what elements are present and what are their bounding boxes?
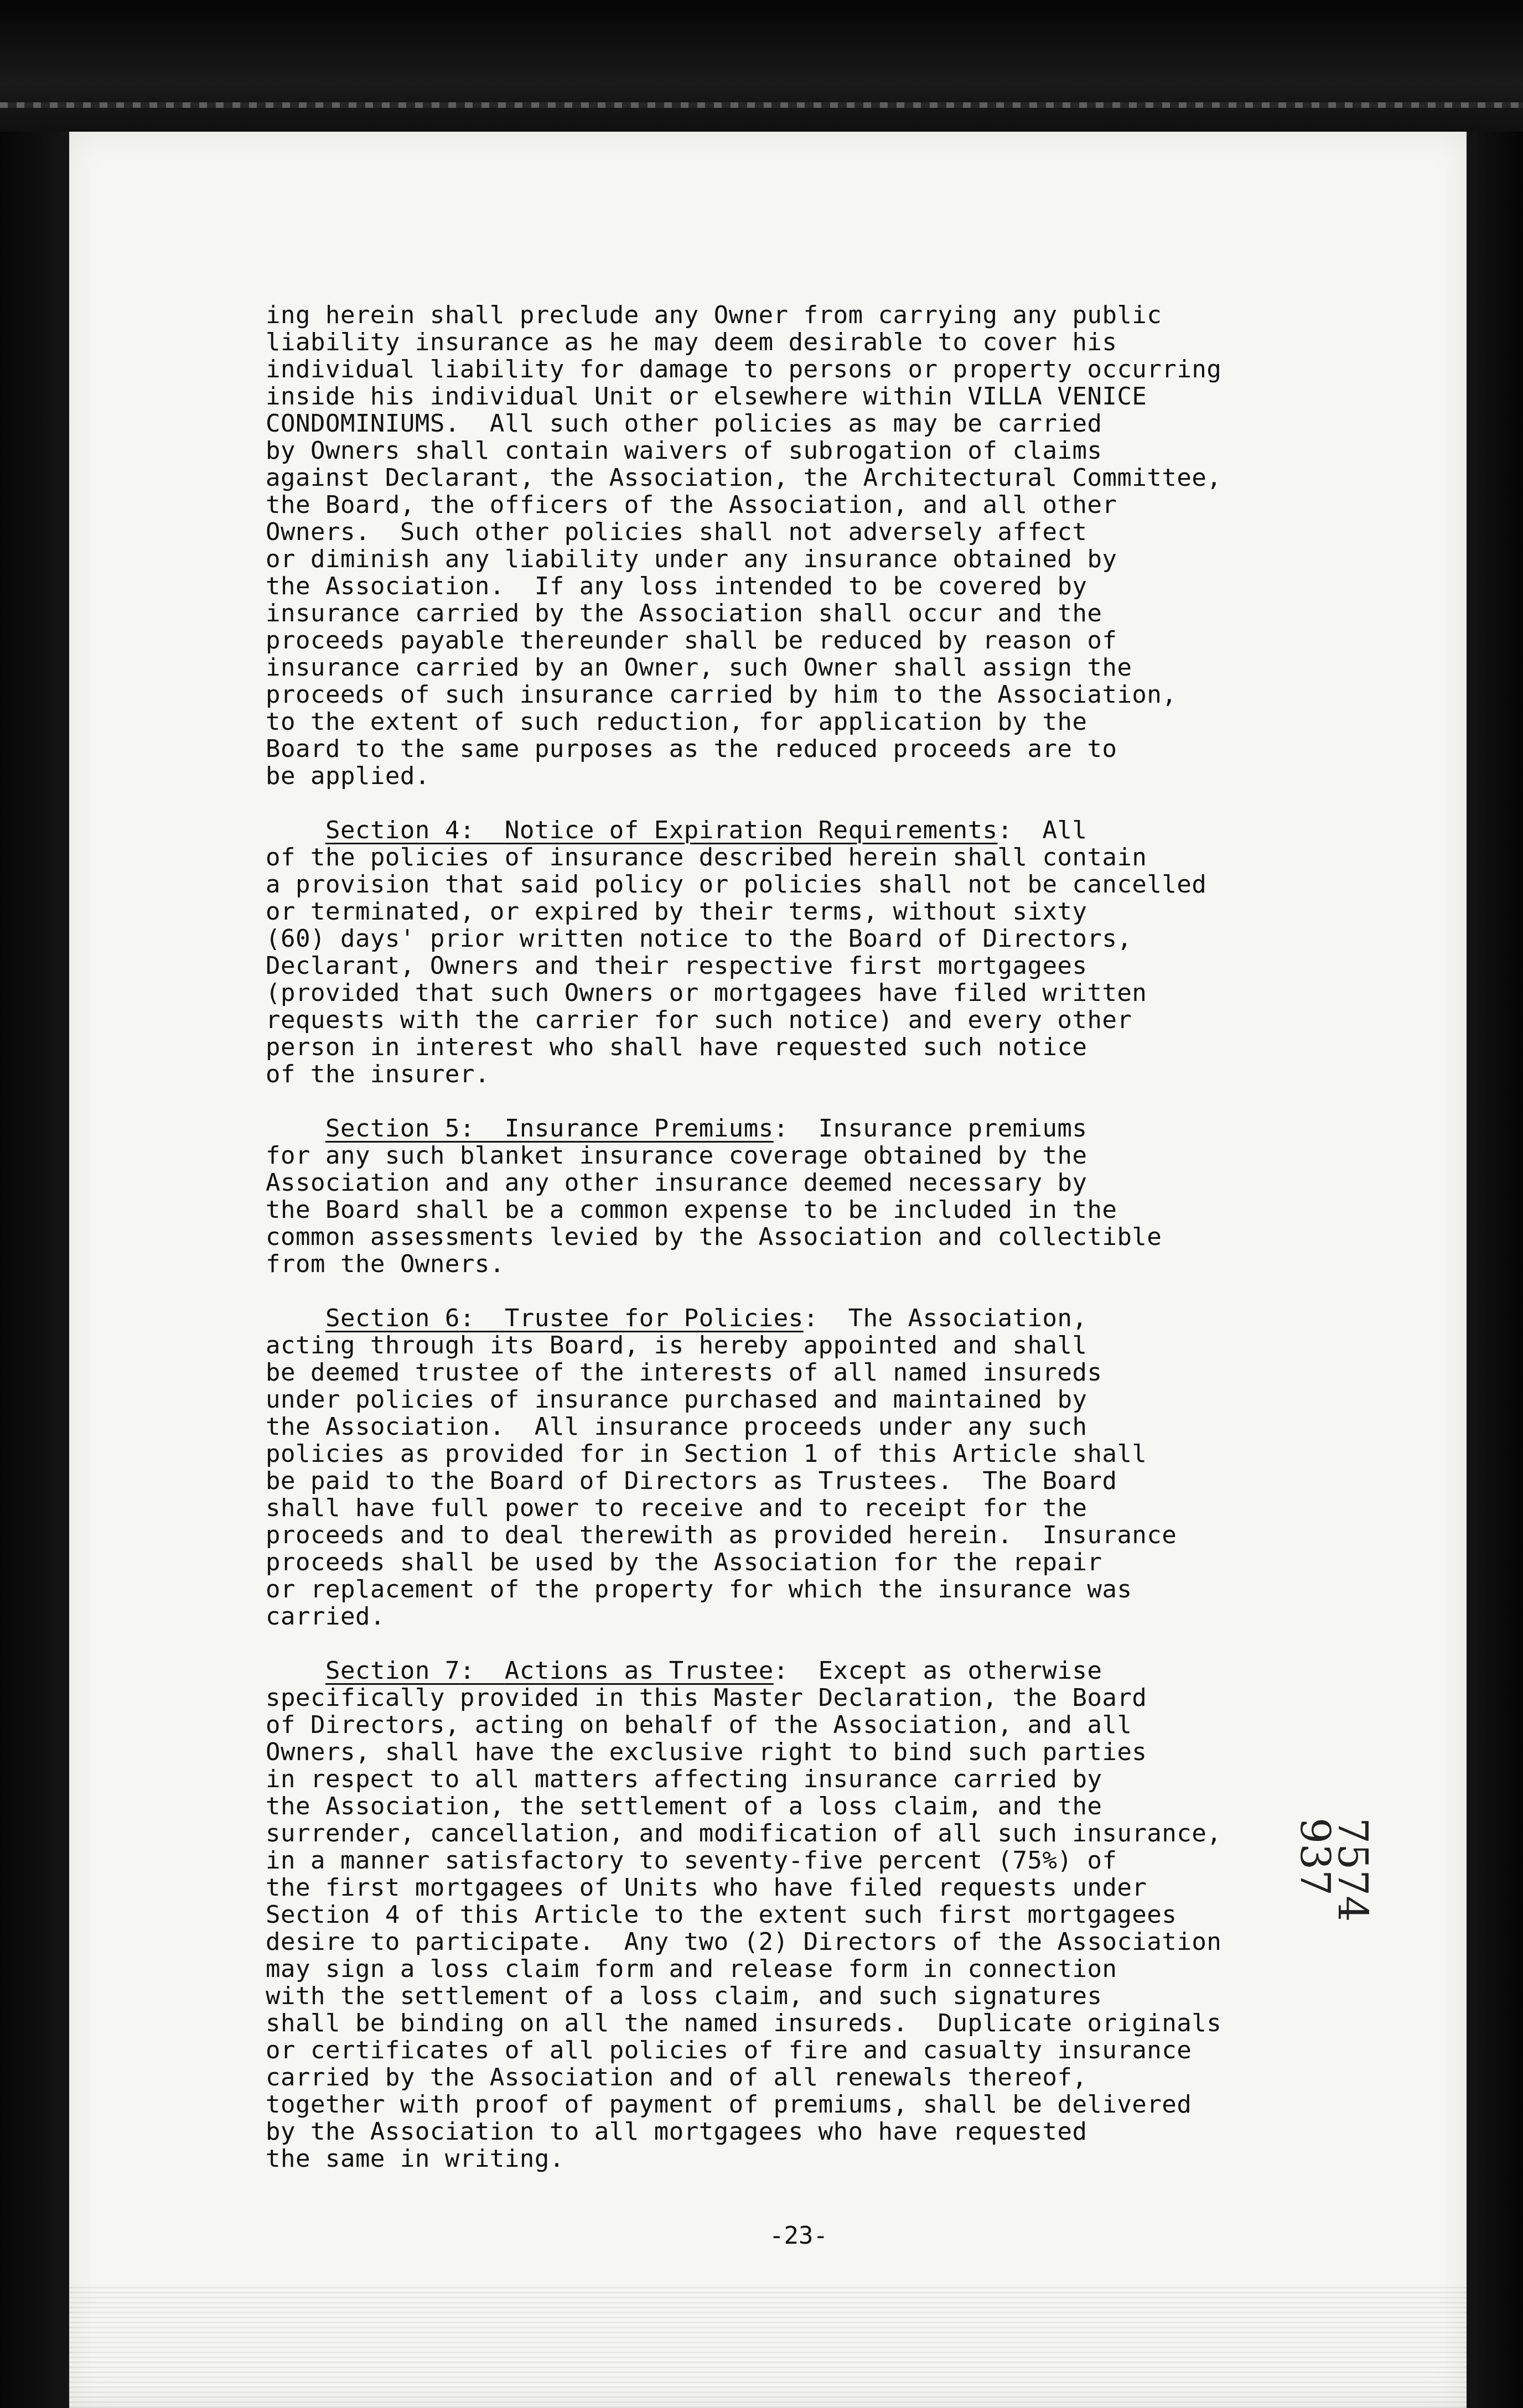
intro-line: proceeds payable thereunder shall be reduced by reason of <box>266 626 1117 655</box>
section-6 <box>266 1305 1345 1630</box>
intro-line: be applied. <box>266 762 430 790</box>
section-6-body-line: acting through its Board, is hereby appointed and shall <box>266 1331 1087 1359</box>
section-7-body-line: desire to participate. Any two (2) Directors of the Association <box>266 1928 1222 1956</box>
section-7-body-line: the same in writing. <box>266 2145 564 2173</box>
intro-line: Board to the same purposes as the reduced proceeds are to <box>266 735 1117 763</box>
intro-line: inside his individual Unit or elsewhere within VILLA VENICE <box>266 382 1147 411</box>
section-4-first-line-rest: All <box>1012 816 1087 844</box>
section-5-body-line: common assessments levied by the Association and collectible <box>266 1223 1162 1251</box>
section-7-body-line: by the Association to all mortgagees who have requested <box>266 2118 1087 2146</box>
section-7-body-line: Owners, shall have the exclusive right to bind such parties <box>266 1738 1147 1766</box>
section-6-body-line: proceeds and to deal therewith as provided herein. Insurance <box>266 1521 1177 1549</box>
section-6-body-line: policies as provided for in Section 1 of this Article shall <box>266 1440 1147 1468</box>
section-7-body-line: shall be binding on all the named insureds. Duplicate originals <box>266 2009 1222 2037</box>
scan-border-top <box>0 0 1523 138</box>
section-5-first-line-rest: Insurance premiums <box>788 1114 1087 1143</box>
section-5-body-line: the Board shall be a common expense to be included in the <box>266 1196 1117 1224</box>
section-7-title: Actions as Trustee <box>504 1657 774 1685</box>
section-4-body-line: person in interest who shall have requested such notice <box>266 1033 1087 1061</box>
section-4-body-line: Declarant, Owners and their respective first mortgagees <box>266 952 1087 980</box>
intro-line: the Board, the officers of the Association, and all other <box>266 491 1117 519</box>
section-5-body-line: from the Owners. <box>266 1250 505 1278</box>
section-7-body-line: together with proof of payment of premiums, shall be delivered <box>266 2090 1192 2119</box>
section-6-body-line: proceeds shall be used by the Association for the repair <box>266 1548 1102 1576</box>
section-4-body-line: or terminated, or expired by their terms, without sixty <box>266 897 1087 926</box>
section-6-body-line: or replacement of the property for which the insurance was <box>266 1575 1132 1603</box>
intro-line: ing herein shall preclude any Owner from carrying any public <box>266 301 1162 329</box>
section-5-body <box>266 1142 1345 1278</box>
section-5-body-line: for any such blanket insurance coverage obtained by the <box>266 1141 1087 1170</box>
intro-line: insurance carried by the Association shall occur and the <box>266 599 1102 627</box>
section-4-body-line: requests with the carrier for such notice) and every other <box>266 1006 1132 1034</box>
intro-line: or diminish any liability under any insurance obtained by <box>266 545 1117 573</box>
scan-border-right <box>1467 132 1523 2408</box>
section-4-body-line: (60) days' prior written notice to the Board of Directors, <box>266 925 1132 953</box>
intro-paragraph <box>266 302 1345 790</box>
section-6-body-line: the Association. All insurance proceeds under any such <box>266 1413 1087 1441</box>
page-number: -23- <box>769 2222 828 2250</box>
section-7-body <box>266 1684 1345 2172</box>
section-7-body-line: Section 4 of this Article to the extent such first mortgagees <box>266 1901 1177 1929</box>
section-6-body-line: carried. <box>266 1602 385 1631</box>
section-5 <box>266 1115 1345 1278</box>
intro-line: by Owners shall contain waivers of subrogation of claims <box>266 437 1102 465</box>
section-5-body-line: Association and any other insurance deemed necessary by <box>266 1169 1087 1197</box>
intro-line: liability insurance as he may deem desirable to cover his <box>266 328 1117 356</box>
intro-line: the Association. If any loss intended to be covered by <box>266 572 1087 600</box>
section-7-body-line: the first mortgagees of Units who have filed requests under <box>266 1874 1147 1902</box>
section-4-body-line: (provided that such Owners or mortgagees have filed written <box>266 979 1147 1007</box>
section-6-body-line: be paid to the Board of Directors as Trustees. The Board <box>266 1467 1117 1495</box>
section-7-body-line: or certificates of all policies of fire and casualty insurance <box>266 2036 1192 2064</box>
section-6-title: Trustee for Policies <box>504 1304 804 1332</box>
section-4-heading-line: Section 4: Notice of Expiration Requirements: All <box>325 816 1087 844</box>
section-4-body-line: a provision that said policy or policies shall not be cancelled <box>266 870 1207 899</box>
section-7-body-line: the Association, the settlement of a loss claim, and the <box>266 1792 1102 1820</box>
section-4-title: Notice of Expiration Requirements <box>504 816 998 844</box>
section-7-body-line: in respect to all matters affecting insurance carried by <box>266 1765 1102 1793</box>
intro-line: Owners. Such other policies shall not adversely affect <box>266 518 1087 546</box>
section-5-label: Section 5 <box>325 1114 460 1143</box>
scan-border-left <box>0 132 69 2408</box>
section-7-body-line: with the settlement of a loss claim, and such signatures <box>266 1982 1102 2010</box>
section-7-body-line: carried by the Association and of all renewals thereof, <box>266 2063 1087 2092</box>
document-body <box>266 302 1345 2172</box>
section-7-first-line-rest: Except as otherwise <box>788 1657 1102 1685</box>
intro-line: CONDOMINIUMS. All such other policies as may be carried <box>266 409 1102 438</box>
section-7 <box>266 1657 1345 2172</box>
section-7-body-line: specifically provided in this Master Declaration, the Board <box>266 1684 1147 1712</box>
section-7-heading-line: Section 7: Actions as Trustee: Except as otherwise <box>325 1657 1102 1685</box>
intro-line: insurance carried by an Owner, such Owner shall assign the <box>266 653 1132 682</box>
section-7-body-line: surrender, cancellation, and modification of all such insurance, <box>266 1819 1222 1847</box>
margin-recording-numbers <box>1291 1818 1376 1922</box>
intro-line: individual liability for damage to persons or property occurring <box>266 355 1222 383</box>
margin-page-number: 937 <box>1291 1818 1339 1896</box>
section-4 <box>266 817 1345 1088</box>
section-6-body-line: under policies of insurance purchased and maintained by <box>266 1385 1087 1414</box>
section-7-body-line: may sign a loss claim form and release form in connection <box>266 1955 1117 1983</box>
intro-line: proceeds of such insurance carried by him to the Association, <box>266 681 1177 709</box>
margin-book-number: 7574 <box>1329 1818 1376 1922</box>
section-7-body-line: in a manner satisfactory to seventy-five percent (75%) of <box>266 1846 1117 1875</box>
intro-line: to the extent of such reduction, for application by the <box>266 708 1087 736</box>
section-5-title: Insurance Premiums <box>504 1114 774 1143</box>
section-4-body <box>266 844 1345 1088</box>
section-6-label: Section 6 <box>325 1304 460 1332</box>
section-7-body-line: of Directors, acting on behalf of the Association, and all <box>266 1711 1132 1739</box>
section-6-body-line: shall have full power to receive and to receipt for the <box>266 1494 1087 1522</box>
intro-line: against Declarant, the Association, the Architectural Committee, <box>266 464 1222 492</box>
section-4-label: Section 4 <box>325 816 460 844</box>
section-6-body-line: be deemed trustee of the interests of all named insureds <box>266 1358 1102 1387</box>
section-6-heading-line: Section 6: Trustee for Policies: The Association, <box>325 1304 1087 1332</box>
section-6-body <box>266 1332 1345 1630</box>
section-4-body-line: of the insurer. <box>266 1060 490 1088</box>
section-6-first-line-rest: The Association, <box>818 1304 1087 1332</box>
section-7-label: Section 7 <box>325 1657 460 1685</box>
section-5-heading-line: Section 5: Insurance Premiums: Insurance premiums <box>325 1114 1087 1143</box>
section-4-body-line: of the policies of insurance described herein shall contain <box>266 843 1147 871</box>
